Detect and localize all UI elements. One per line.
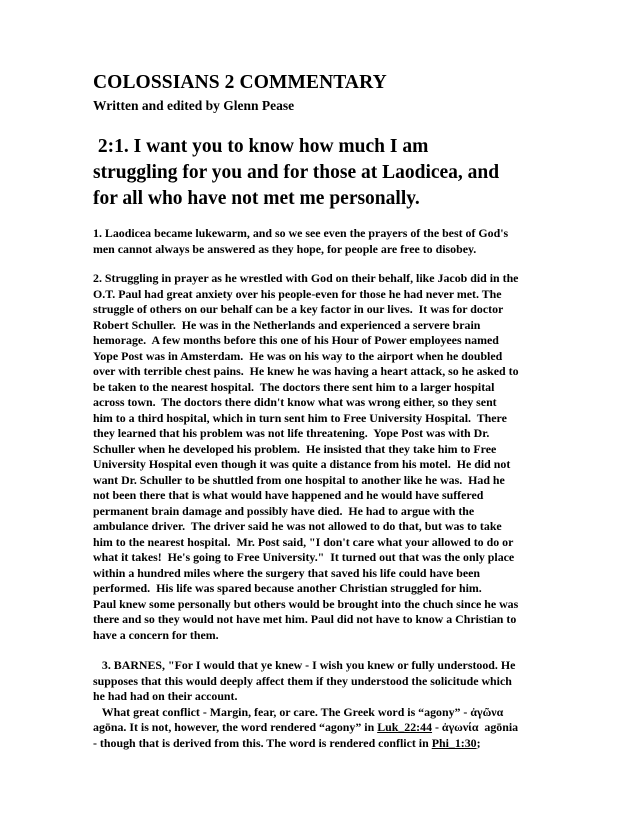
paragraph-line: him to the nearest hospital. Mr. Post said, "I don't care what your allowed to do or [93,534,514,549]
paragraph-line: want Dr. Schuller to be shuttled from one hospital to another like he was. Had he [93,472,505,487]
paragraph-line: him to a third hospital, which in turn sent him to Free University Hospital. There [93,410,507,425]
paragraph-line: not been there that is what would have happened and he would have suffered [93,488,484,502]
paragraph-line: Robert Schuller. He was in the Netherlands and experienced a servere brain [93,317,481,332]
verse-line: for all who have not met me personally. [93,188,420,209]
text-segment: - though that is derived from this. The word is rendered conflict in [93,735,432,750]
document-author: Written and edited by Glenn Pease [93,98,295,113]
paragraph-line: Yope Post was in Amsterdam. He was on his way to the airport when he doubled [93,348,503,363]
commentary-paragraph-4 [93,705,548,752]
paragraph-line: hemorage. A few months before this one of his Hour of Power employees named [93,333,499,347]
commentary-paragraph-2 [93,271,548,643]
paragraph-line: he had had on their account. [93,689,238,703]
paragraph-line: within a hundred miles where the surgery that saved his life could have been [93,565,481,580]
paragraph-line: across town. The doctors there didn't know what was wrong either, so they sent [93,395,497,409]
verse-heading [93,134,548,212]
paragraph-line: they learned that his problem was not life threatening. Yope Post was with Dr. [93,426,490,440]
paragraph-line: What great conflict - Margin, fear, or care. The Greek word is “agony” - ἀγῶνα [93,704,504,719]
commentary-paragraph-3 [93,658,548,705]
paragraph-line: O.T. Paul had great anxiety over his people-even for those he had never met. The [93,286,502,301]
paragraph-line: 1. Laodicea became lukewarm, and so we see even the prayers of the best of God's [93,226,509,240]
text-segment: ; [476,735,481,750]
commentary-paragraph-1 [93,226,548,257]
paragraph-line: performed. His life was spared because another Christian struggled for him. [93,581,482,595]
paragraph-line: 2. Struggling in prayer as he wrestled with God on their behalf, like Jacob did in the [93,271,519,285]
verse-line: struggling for you and for those at Laodicea, and [93,162,500,183]
paragraph-line [93,720,548,736]
paragraph-line: Paul knew some personally but others would be brought into the chuch since he was [93,596,519,611]
paragraph-line: permanent brain damage and possibly have died. He had to argue with the [93,503,475,518]
paragraph-line: have a concern for them. [93,627,219,642]
text-segment: agōna. It is not, however, the word rendered “agony” in [93,720,378,734]
paragraph-line: be taken to the nearest hospital. The doctors there sent him to a larger hospital [93,379,495,394]
paragraph-line: 3. BARNES, "For I would that ye knew - I wish you knew or fully understood. He [93,658,516,672]
text-segment: - ἀγωνία agōnia [432,720,519,734]
paragraph-line [93,736,548,752]
paragraph-line: supposes that this would deeply affect them if they understood the solicitude which [93,673,512,688]
scripture-link-luke[interactable]: Luk_22:44 [377,720,433,734]
scripture-link-philippians[interactable]: Phi_1:30 [431,735,477,750]
document-title: COLOSSIANS 2 COMMENTARY [93,72,387,93]
paragraph-line: what it takes! He's going to Free University." It turned out that was the only place [93,550,515,564]
verse-line: 2:1. I want you to know how much I am [93,136,429,157]
paragraph-line: there and so they would not have met him. Paul did not have to know a Christian to [93,612,517,626]
paragraph-line: Schuller when he developed his problem. He insisted that they take him to Free [93,441,497,456]
paragraph-line: ambulance driver. The driver said he was not allowed to do that, but was to take [93,519,502,533]
paragraph-line: University Hospital even though it was quite a distance from his motel. He did not [93,457,511,471]
paragraph-line: over with terrible chest pains. He knew he was having a heart attack, so he asked to [93,364,519,378]
paragraph-line: struggle of others on our behalf can be a key factor in our lives. It was for doctor [93,302,504,316]
paragraph-line: men cannot always be answered as they hope, for people are free to disobey. [93,241,477,256]
document-page [93,72,548,751]
